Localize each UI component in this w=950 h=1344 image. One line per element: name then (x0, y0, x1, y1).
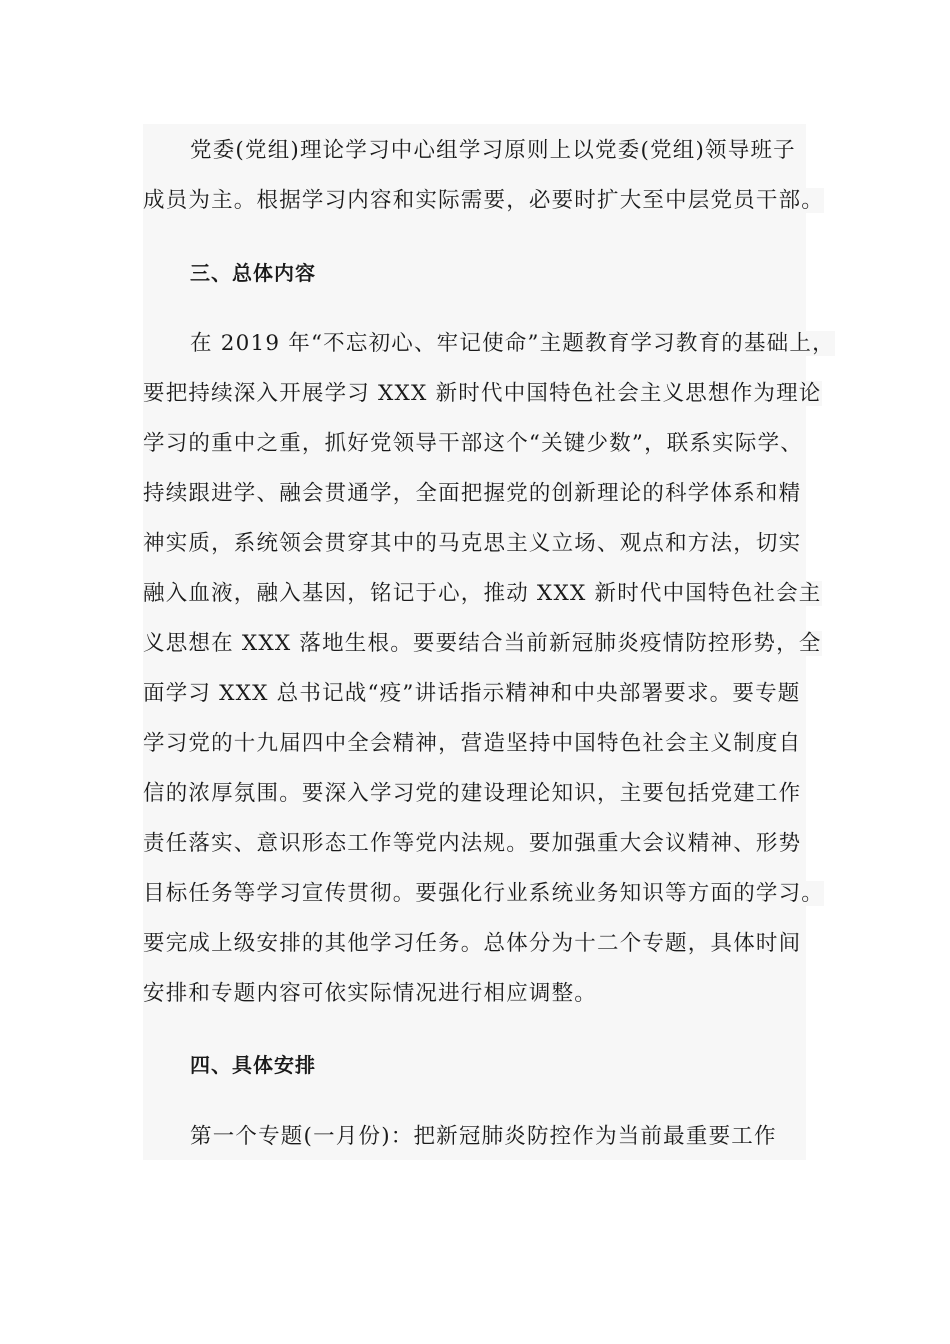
paragraph-line: 学习的重中之重，抓好党领导干部这个“关键少数”，联系实际学、 (143, 431, 803, 456)
section-heading-3: 三、总体内容 (190, 261, 316, 285)
paragraph-line: 在 2019 年“不忘初心、牢记使命”主题教育学习教育的基础上， (190, 331, 835, 356)
paragraph-line: 成员为主。根据学习内容和实际需要，必要时扩大至中层党员干部。 (143, 188, 825, 213)
paragraph-line: 面学习 XXX 总书记战“疫”讲话指示精神和中央部署要求。要专题 (143, 681, 801, 706)
section-heading-4: 四、具体安排 (190, 1053, 316, 1077)
paragraph-line: 义思想在 XXX 落地生根。要要结合当前新冠肺炎疫情防控形势，全 (143, 631, 822, 656)
paragraph-line: 融入血液，融入基因，铭记于心，推动 XXX 新时代中国特色社会主 (143, 581, 822, 606)
paragraph-line: 要把持续深入开展学习 XXX 新时代中国特色社会主义思想作为理论 (143, 381, 822, 406)
paragraph-line: 信的浓厚氛围。要深入学习党的建设理论知识，主要包括党建工作 (143, 781, 802, 806)
paragraph-line: 要完成上级安排的其他学习任务。总体分为十二个专题，具体时间 (143, 931, 802, 956)
paragraph-line: 神实质，系统领会贯穿其中的马克思主义立场、观点和方法，切实 (143, 531, 802, 556)
paragraph-line: 目标任务等学习宣传贯彻。要强化行业系统业务知识等方面的学习。 (143, 881, 825, 906)
paragraph-line: 党委(党组)理论学习中心组学习原则上以党委(党组)领导班子 (190, 138, 796, 163)
paragraph-line: 持续跟进学、融会贯通学，全面把握党的创新理论的科学体系和精 (143, 481, 802, 506)
paragraph-line: 学习党的十九届四中全会精神，营造坚持中国特色社会主义制度自 (143, 731, 802, 756)
paragraph-line: 责任落实、意识形态工作等党内法规。要加强重大会议精神、形势 (143, 831, 802, 856)
paragraph-line: 第一个专题(一月份)：把新冠肺炎防控作为当前最重要工作 (190, 1124, 777, 1149)
paragraph-line: 安排和专题内容可依实际情况进行相应调整。 (143, 981, 598, 1006)
